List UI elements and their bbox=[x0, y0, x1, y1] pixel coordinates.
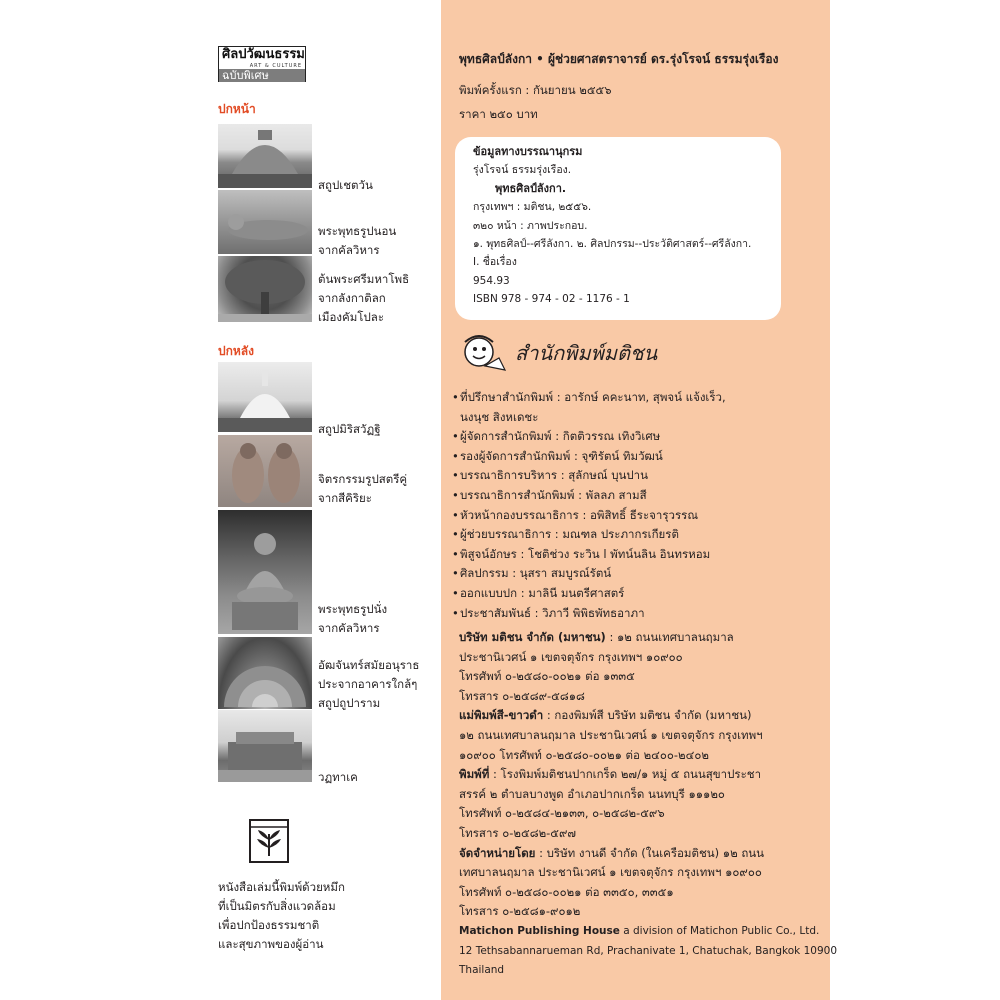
company-line-4: โทรสาร ๐-๒๕๘๙-๕๘๑๘ bbox=[459, 688, 585, 703]
distributor-line-2: เทศบาลนฤมาล ประชานิเวศน์ ๑ เขตจตุจักร กรุงเทพฯ ๑๐๙๐๐ bbox=[459, 865, 762, 880]
english-line-3: Thailand bbox=[459, 964, 505, 977]
cip-isbn: ISBN 978 - 974 - 02 - 1176 - 1 bbox=[473, 293, 630, 306]
photo-sigiriya-frescoes bbox=[218, 435, 312, 507]
moonstone-illustration bbox=[218, 637, 312, 709]
magazine-logo bbox=[218, 46, 306, 82]
staff-item: •รองผู้จัดการสำนักพิมพ์ : จุฑิรัตน์ ทิมวัฒน์ bbox=[452, 448, 663, 463]
company-line-1: บริษัท มติชน จำกัด (มหาชน) : ๑๒ ถนนเทศบาลนฤมาล bbox=[459, 630, 734, 644]
book-title-line: พุทธศิลป์ลังกา • ผู้ช่วยศาสตราจารย์ ดร.รุ่งโรจน์ ธรรมรุ่งเรือง bbox=[459, 52, 779, 66]
plate-line-2: ๑๒ ถนนเทศบาลนฤมาล ประชานิเวศน์ ๑ เขตจตุจักร กรุงเทพฯ bbox=[459, 727, 763, 742]
printer-line-3: โทรศัพท์ ๐-๒๕๘๔-๒๑๓๓, ๐-๒๕๘๒-๕๙๖ bbox=[459, 806, 665, 821]
eco-book-icon bbox=[248, 818, 290, 864]
logo-subtitle: ART & CULTURE bbox=[249, 63, 302, 69]
publisher-logo bbox=[459, 328, 659, 378]
cip-author: รุ่งโรจน์ ธรรมรุ่งเรือง. bbox=[473, 164, 572, 177]
distributor-line-3: โทรศัพท์ ๐-๒๕๘๐-๐๐๒๑ ต่อ ๓๓๕๐, ๓๓๕๑ bbox=[459, 884, 674, 899]
plate-line-1: แม่พิมพ์สี-ขาวดำ : กองพิมพ์สี บริษัท มติชน จำกัด (มหาชน) bbox=[459, 708, 752, 723]
printer-line-2: สรรค์ ๒ ตำบลบางพูด อำเภอปากเกร็ด นนทบุรี ๑๑๑๒๐ bbox=[459, 786, 725, 801]
staff-list bbox=[452, 388, 726, 623]
stupa-illustration bbox=[218, 124, 312, 188]
publisher-logo-text: สำนักพิมพ์มติชน bbox=[515, 341, 658, 365]
printer-line-4: โทรสาร ๐-๒๕๘๒-๕๙๗ bbox=[459, 825, 577, 840]
staff-item: •ผู้ช่วยบรรณาธิการ : มณฑล ประภากรเกียรติ bbox=[452, 527, 679, 542]
staff-item: •ศิลปกรรม : นุสรา สมบูรณ์รัตน์ bbox=[452, 566, 612, 581]
english-line-1: Matichon Publishing House a division of Matichon Public Co., Ltd. bbox=[459, 924, 820, 937]
logo-title: ศิลปวัฒนธรรม bbox=[222, 47, 305, 62]
caption-back-4: อัฒจันทร์สมัยอนุราธ ประจากอาคารใกล้ๆ สถูปถูปาราม bbox=[318, 658, 420, 710]
staff-item: •ออกแบบปก : มาลินี มนตรีศาสตร์ bbox=[452, 585, 625, 600]
photo-moonstone bbox=[218, 637, 312, 709]
eco-ink-note: หนังสือเล่มนี้พิมพ์ด้วยหมึก ที่เป็นมิตรกับสิ่งแวดล้อม เพื่อปกป้องธรรมชาติ และสุขภาพของผู้อ่าน bbox=[218, 880, 345, 951]
cip-subjects: ๑. พุทธศิลป์--ศรีลังกา. ๒. ศิลปกรรม--ประวัติศาสตร์--ศรีลังกา. bbox=[473, 238, 752, 251]
logo-edition: ฉบับพิเศษ bbox=[219, 69, 305, 82]
company-line-2: ประชานิเวศน์ ๑ เขตจตุจักร กรุงเทพฯ ๑๐๙๐๐ bbox=[459, 649, 683, 664]
fresco-illustration bbox=[218, 435, 312, 507]
company-line-3: โทรศัพท์ ๐-๒๕๘๐-๐๐๒๑ ต่อ ๑๓๓๕ bbox=[459, 669, 635, 684]
caption-front-1: สถูปเชตวัน bbox=[318, 178, 373, 192]
staff-item: •ประชาสัมพันธ์ : วิภาวี พิพิธพัทธอาภา bbox=[452, 605, 645, 620]
caption-back-3: พระพุทธรูปนั่ง จากคัลวิหาร bbox=[318, 602, 388, 635]
vatadage-illustration bbox=[218, 710, 312, 782]
edition-line: พิมพ์ครั้งแรก : กันยายน ๒๕๕๖ bbox=[459, 83, 612, 97]
caption-front-3: ต้นพระศรีมหาโพธิ จากลังกาติลก เมืองคัมโปละ bbox=[318, 272, 410, 324]
staff-item: •ผู้จัดการสำนักพิมพ์ : กิตติวรรณ เทิงวิเศษ bbox=[452, 429, 661, 444]
photo-jetavana-stupa bbox=[218, 124, 312, 188]
distributor-line-1: จัดจำหน่ายโดย : บริษัท งานดี จำกัด (ในเครือมติชน) ๑๒ ถนน bbox=[459, 845, 765, 860]
printer-line-1: พิมพ์ที่ : โรงพิมพ์มติชนปากเกร็ด ๒๗/๑ หมู่ ๕ ถนนสุขาประชา bbox=[459, 767, 762, 782]
cip-title-entry: I. ชื่อเรื่อง bbox=[473, 256, 517, 269]
cip-classification: 954.93 bbox=[473, 274, 510, 287]
address-block bbox=[459, 628, 837, 981]
plate-line-3: ๑๐๙๐๐ โทรศัพท์ ๐-๒๕๘๐-๐๐๒๑ ต่อ ๒๔๐๐-๒๔๐๒ bbox=[459, 747, 709, 762]
staff-item-cont: นงนุช สิงหเดชะ bbox=[460, 409, 539, 424]
staff-item: •บรรณาธิการบริหาร : สุลักษณ์ บุนปาน bbox=[452, 468, 648, 483]
photo-mirisaveti-stupa bbox=[218, 362, 312, 432]
caption-back-5: วฏทาเค bbox=[318, 770, 358, 784]
caption-back-2: จิตรกรรมรูปสตรีคู่ จากสีคิริยะ bbox=[318, 472, 408, 505]
cip-pages: ๓๒๐ หน้า : ภาพประกอบ. bbox=[473, 219, 588, 232]
cip-heading: ข้อมูลทางบรรณานุกรม bbox=[473, 145, 583, 158]
photo-vatadage bbox=[218, 710, 312, 782]
photo-reclining-buddha bbox=[218, 190, 312, 254]
english-line-2: 12 Tethsabannarueman Rd, Prachanivate 1, Chatuchak, Bangkok 10900 bbox=[459, 944, 837, 957]
back-cover-heading: ปกหลัง bbox=[218, 344, 255, 358]
cataloging-data-box bbox=[455, 137, 781, 320]
caption-front-2: พระพุทธรูปนอน จากคัลวิหาร bbox=[318, 224, 397, 257]
photo-seated-buddha bbox=[218, 510, 312, 634]
cip-title: พุทธศิลป์ลังกา. bbox=[495, 181, 567, 195]
reclining-buddha-illustration bbox=[218, 190, 312, 254]
staff-item: •หัวหน้ากองบรรณาธิการ : อพิสิทธิ์ ธีระจารุวรรณ bbox=[452, 507, 699, 522]
staff-item: •ที่ปรึกษาสำนักพิมพ์ : อารักษ์ คคะนาท, สุพจน์ แจ้งเร็ว, bbox=[452, 390, 726, 404]
staff-item: •พิสูจน์อักษร : โชติช่วง ระวิน l พัทน์นลิน อินทรหอม bbox=[452, 546, 711, 561]
cip-imprint: กรุงเทพฯ : มติชน, ๒๕๕๖. bbox=[473, 201, 592, 214]
bodhi-tree-illustration bbox=[218, 256, 312, 322]
price-line: ราคา ๒๕๐ บาท bbox=[459, 107, 538, 121]
staff-item: •บรรณาธิการสำนักพิมพ์ : พัลลภ สามสี bbox=[452, 487, 647, 502]
seated-buddha-illustration bbox=[218, 510, 312, 634]
distributor-line-4: โทรสาร ๐-๒๕๘๑-๙๐๑๒ bbox=[459, 904, 581, 919]
white-stupa-illustration bbox=[218, 362, 312, 432]
caption-back-1: สถูปมิริสวัฏฐิ bbox=[318, 422, 381, 436]
front-cover-heading: ปกหน้า bbox=[218, 102, 256, 116]
photo-bodhi-tree bbox=[218, 256, 312, 322]
